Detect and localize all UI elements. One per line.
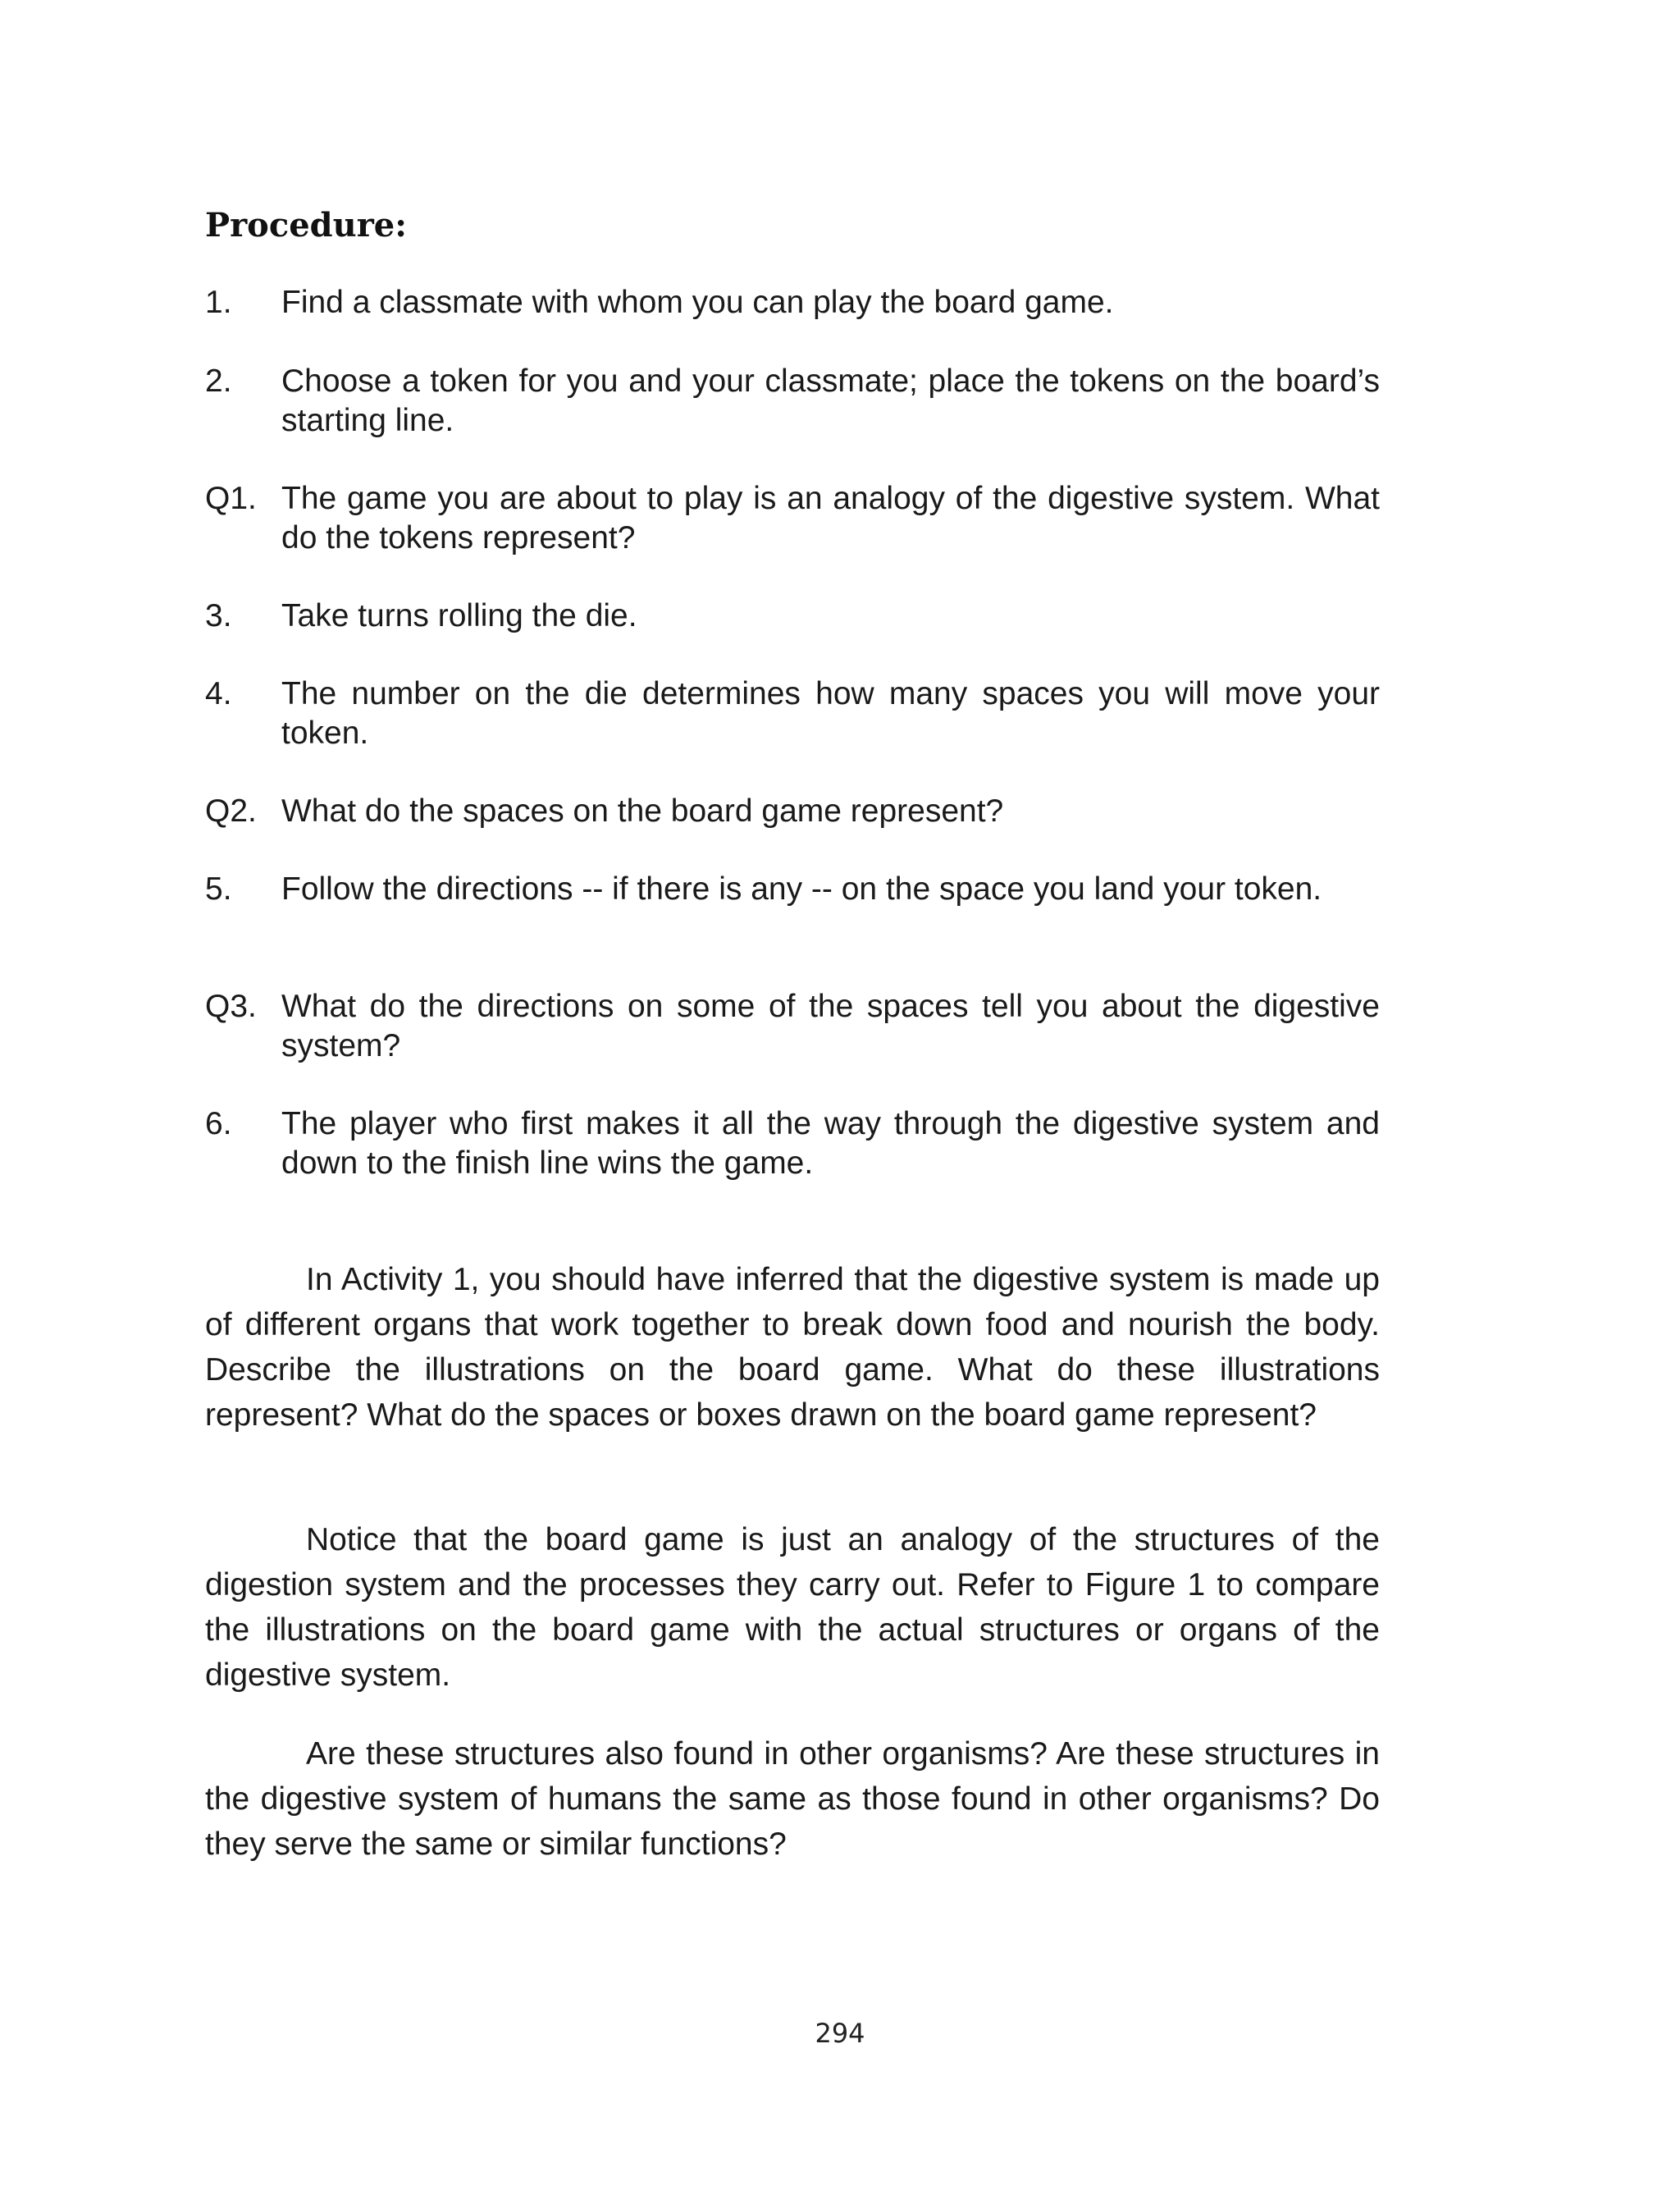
question-number: Q3. xyxy=(205,989,257,1024)
procedure-step-3 xyxy=(205,597,1380,636)
step-text: Follow the directions -- if there is any -- on the space you land your token. xyxy=(281,871,1322,907)
step-number: 5. xyxy=(205,871,232,907)
question-text: The game you are about to play is an analogy of the digestive system. What do the tokens represent? xyxy=(281,481,1380,556)
body-paragraph-analogy: Notice that the board game is just an analogy of the structures of the digestion system and the processes they carry out. Refer to Figure 1 to compare the illustrations on the board game with the actual structures or organs of the digestive system. xyxy=(205,1522,1380,1693)
procedure-step-2 xyxy=(205,362,1380,441)
step-text: Take turns rolling the die. xyxy=(281,598,637,633)
question-number: Q2. xyxy=(205,793,257,829)
question-q3 xyxy=(205,987,1380,1066)
question-q1 xyxy=(205,479,1380,558)
body-paragraph-other-organisms: Are these structures also found in other organisms? Are these structures in the digestive system of humans the same as those found in other organisms? Do they serve the same or similar functions? xyxy=(205,1736,1380,1862)
step-number: 2. xyxy=(205,363,232,399)
step-text: Find a classmate with whom you can play the board game. xyxy=(281,285,1114,320)
step-number: 6. xyxy=(205,1106,232,1141)
step-text: The player who first makes it all the way through the digestive system and down to the finish line wins the game. xyxy=(281,1106,1380,1181)
page-number: 294 xyxy=(815,2018,865,2049)
question-text: What do the directions on some of the spaces tell you about the digestive system? xyxy=(281,989,1380,1063)
step-number: 4. xyxy=(205,676,232,711)
procedure-step-6 xyxy=(205,1104,1380,1183)
step-number: 1. xyxy=(205,285,232,320)
procedure-heading: Procedure: xyxy=(205,206,407,245)
question-text: What do the spaces on the board game represent? xyxy=(281,793,1004,829)
procedure-step-5 xyxy=(205,870,1380,909)
procedure-step-4 xyxy=(205,674,1380,753)
procedure-step-1 xyxy=(205,283,1380,322)
step-number: 3. xyxy=(205,598,232,633)
step-text: Choose a token for you and your classmate; place the tokens on the board’s starting line. xyxy=(281,363,1380,438)
question-q2 xyxy=(205,792,1380,831)
question-number: Q1. xyxy=(205,481,257,516)
step-text: The number on the die determines how many spaces you will move your token. xyxy=(281,676,1380,751)
body-paragraph-activity-1: In Activity 1, you should have inferred that the digestive system is made up of different organs that work together to break down food and nourish the body. Describe the illustrations on the board game. What do these illustrations represent? What do the spaces or boxes drawn on the board game represent? xyxy=(205,1262,1380,1433)
